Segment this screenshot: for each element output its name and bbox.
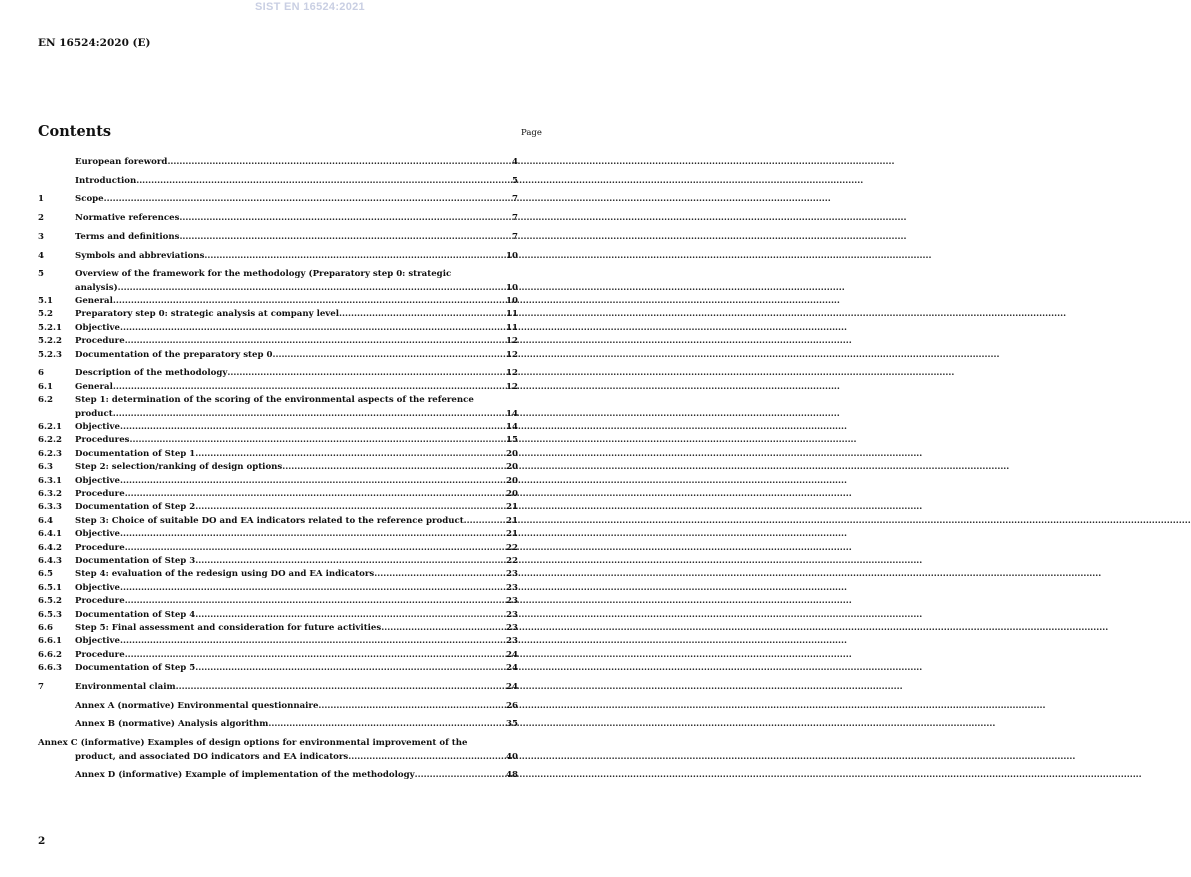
toc-entry[interactable] xyxy=(38,737,518,764)
toc-entry-page: 14 xyxy=(506,408,518,419)
toc-entry[interactable] xyxy=(38,212,518,225)
toc-entry-number: 1 xyxy=(38,194,44,205)
dot-leader xyxy=(176,681,506,694)
toc-entry-body xyxy=(75,718,518,731)
toc-entry-number: 2 xyxy=(38,213,44,224)
toc-entry-number: 5.2.3 xyxy=(38,349,62,360)
dot-leader xyxy=(125,542,506,555)
dot-leader xyxy=(120,528,506,541)
toc-entry-page: 48 xyxy=(506,770,518,781)
toc-entry-line xyxy=(75,681,518,694)
toc-entry-body xyxy=(75,322,518,335)
toc-entry-number: 6.2.2 xyxy=(38,435,62,446)
toc-entry-title: Procedure xyxy=(75,542,125,553)
toc-entry-number: 5 xyxy=(38,269,44,280)
toc-entry-title: product xyxy=(75,408,113,419)
toc-entry[interactable] xyxy=(38,528,518,541)
toc-entry-number: 6.5 xyxy=(38,569,53,580)
toc-entry-number xyxy=(38,769,75,782)
toc-entry[interactable] xyxy=(38,681,518,694)
toc-entry-title: Objective xyxy=(75,322,120,333)
toc-entry[interactable] xyxy=(38,231,518,244)
toc-entry-body xyxy=(75,434,518,447)
toc-entry[interactable] xyxy=(38,718,518,731)
toc-entry-page: 21 xyxy=(506,515,518,526)
dot-leader xyxy=(136,175,512,188)
toc-entry-title: Documentation of Step 2 xyxy=(75,502,196,513)
toc-entry-title: Introduction xyxy=(75,175,137,186)
dot-leader xyxy=(195,555,506,568)
dot-leader xyxy=(118,282,506,295)
toc-entry-line xyxy=(75,718,518,731)
toc-entry-body xyxy=(75,394,518,421)
toc-entry-page: 12 xyxy=(506,368,518,379)
dot-leader xyxy=(120,421,506,434)
toc-entry-page: 22 xyxy=(506,556,518,567)
toc-entry-title: Documentation of Step 1 xyxy=(75,448,196,459)
toc-entry-line xyxy=(75,568,518,581)
toc-entry-number xyxy=(38,700,75,713)
toc-entry[interactable] xyxy=(38,582,518,595)
toc-entry[interactable] xyxy=(38,649,518,662)
toc-entry[interactable] xyxy=(38,295,518,308)
toc-entry-line xyxy=(75,555,518,568)
toc-entry-body xyxy=(75,528,518,541)
toc-entry-title: Normative references xyxy=(75,213,180,224)
toc-entry-title: Documentation of Step 4 xyxy=(75,609,196,620)
dot-leader xyxy=(195,501,506,514)
toc-entry-body xyxy=(75,662,518,675)
toc-entry-title: Annex B (normative) Analysis algorithm xyxy=(75,719,269,730)
toc-entry-page: 24 xyxy=(506,649,518,660)
dot-leader xyxy=(204,250,506,263)
toc-entry-number: 5.1 xyxy=(38,296,53,307)
toc-entry-title: Objective xyxy=(75,636,120,647)
toc-entry-title: Procedure xyxy=(75,596,125,607)
toc-entry-line xyxy=(75,381,518,394)
toc-entry-page: 23 xyxy=(506,569,518,580)
toc-entry-number: 4 xyxy=(38,250,44,261)
dot-leader xyxy=(113,408,506,421)
toc-entry-body xyxy=(38,737,518,764)
toc-entry-number: 3 xyxy=(38,231,44,242)
toc-entry-body xyxy=(75,555,518,568)
toc-entry-title: Objective xyxy=(75,529,120,540)
toc-entry-title: Objective xyxy=(75,582,120,593)
toc-entry-title: Environmental claim xyxy=(75,682,176,692)
toc-entry[interactable] xyxy=(38,322,518,335)
toc-entry-line xyxy=(75,175,518,188)
toc-entry-body xyxy=(75,609,518,622)
toc-entry[interactable] xyxy=(38,662,518,675)
toc-entry-line xyxy=(75,582,518,595)
toc-entry-page: 10 xyxy=(506,250,518,261)
toc-entry-body xyxy=(75,515,518,528)
toc-entry[interactable] xyxy=(38,769,518,782)
toc-entry-page: 20 xyxy=(506,475,518,486)
toc-entry-page: 20 xyxy=(506,448,518,459)
dot-leader xyxy=(104,193,512,206)
toc-entry-title: Procedure xyxy=(75,649,125,660)
toc-entry-body xyxy=(75,250,518,263)
toc-entry[interactable] xyxy=(38,175,518,188)
toc-entry-body xyxy=(75,193,518,206)
toc-entry-page: 12 xyxy=(506,336,518,347)
toc-entry-body xyxy=(75,156,518,169)
toc-entry-number: 6.2 xyxy=(38,395,53,406)
toc-entry[interactable] xyxy=(38,700,518,713)
toc-entry-body xyxy=(75,212,518,225)
toc-entry[interactable] xyxy=(38,475,518,488)
toc-entry-number: 5.2.1 xyxy=(38,322,62,333)
toc-entry-number: 6.6.1 xyxy=(38,636,62,647)
dot-leader xyxy=(374,568,506,581)
toc-entry-line xyxy=(75,609,518,622)
toc-entry-page: 11 xyxy=(506,309,518,320)
toc-entry[interactable] xyxy=(38,622,518,635)
toc-entry-line xyxy=(75,542,518,555)
toc-entry-line xyxy=(75,448,518,461)
toc-entry-line xyxy=(75,212,518,225)
toc-entry-line xyxy=(75,156,518,169)
page-column-label: Page xyxy=(521,128,542,138)
dot-leader xyxy=(120,635,506,648)
toc-entry-body xyxy=(75,381,518,394)
toc-entry[interactable] xyxy=(38,421,518,434)
toc-entry-body xyxy=(75,769,518,782)
toc-entry-page: 4 xyxy=(512,157,518,167)
toc-entry-title: Objective xyxy=(75,421,120,432)
toc-entry-line xyxy=(75,367,518,380)
toc-entry-body xyxy=(75,488,518,501)
toc-entry-body xyxy=(75,461,518,474)
document-identifier: EN 16524:2020 (E) xyxy=(38,37,151,49)
toc-entry-page: 35 xyxy=(506,719,518,730)
toc-entry-line xyxy=(75,475,518,488)
toc-entry-title: General xyxy=(75,296,113,307)
toc-entry-title: Symbols and abbreviations xyxy=(75,250,205,261)
toc-entry-body xyxy=(75,635,518,648)
toc-entry-body xyxy=(75,501,518,514)
page-number: 2 xyxy=(38,835,46,847)
toc-entry-number xyxy=(38,718,75,731)
dot-leader xyxy=(130,434,507,447)
toc-entry-line xyxy=(75,408,518,421)
dot-leader xyxy=(125,649,506,662)
dot-leader xyxy=(195,609,506,622)
dot-leader xyxy=(179,231,512,244)
toc-entry-line xyxy=(75,421,518,434)
toc-entry-title-line1: Step 1: determination of the scoring of the environmental aspects of the reference xyxy=(75,395,474,406)
toc-entry-page: 24 xyxy=(506,663,518,674)
toc-entry-page: 23 xyxy=(506,636,518,647)
toc-entry-body xyxy=(75,349,518,362)
toc-entry-title: Step 3: Choice of suitable DO and EA indicators related to the reference product xyxy=(75,515,464,526)
toc-entry-number: 6.1 xyxy=(38,381,53,392)
toc-entry-body xyxy=(75,681,518,694)
toc-entry-page: 12 xyxy=(506,349,518,360)
toc-entry-number: 6.2.1 xyxy=(38,421,62,432)
toc-entry-title: European foreword xyxy=(75,157,168,167)
toc-entry-line xyxy=(75,515,518,528)
toc-entry-body xyxy=(75,448,518,461)
toc-entry-line xyxy=(75,349,518,362)
toc-entry-page: 14 xyxy=(506,421,518,432)
toc-entry[interactable] xyxy=(38,193,518,206)
dot-leader xyxy=(268,718,506,731)
toc-entry-line xyxy=(75,649,518,662)
dot-leader xyxy=(282,461,506,474)
toc-entry-line xyxy=(75,282,518,295)
toc-entry-title: Documentation of Step 3 xyxy=(75,556,196,567)
toc-entry[interactable] xyxy=(38,555,518,568)
toc-entry-number: 6.5.1 xyxy=(38,582,62,593)
toc-entry[interactable] xyxy=(38,434,518,447)
toc-entry-line xyxy=(75,295,518,308)
dot-leader xyxy=(272,349,506,362)
dot-leader xyxy=(120,475,506,488)
toc-entry-title: General xyxy=(75,381,113,392)
dot-leader xyxy=(318,700,506,713)
toc-entry-line xyxy=(75,434,518,447)
dot-leader xyxy=(179,212,512,225)
toc-entry-number: 6.5.2 xyxy=(38,596,62,607)
toc-entry-body xyxy=(75,582,518,595)
toc-entry-title: Terms and definitions xyxy=(75,231,180,242)
toc-entry-line xyxy=(75,501,518,514)
dot-leader xyxy=(113,381,506,394)
toc-entry-title: Procedures xyxy=(75,435,130,446)
dot-leader xyxy=(125,595,506,608)
dot-leader xyxy=(113,295,506,308)
toc-entry-title: Step 5: Final assessment and consideration for future activities xyxy=(75,623,382,634)
toc-entry-line xyxy=(75,250,518,263)
toc-entry-page: 15 xyxy=(506,435,518,446)
toc-entry[interactable] xyxy=(38,568,518,581)
toc-entry-body xyxy=(75,308,518,321)
toc-entry-page: 23 xyxy=(506,596,518,607)
toc-entry-line xyxy=(75,622,518,635)
dot-leader xyxy=(125,335,506,348)
toc-entry-number: 6.6 xyxy=(38,623,53,634)
toc-entry-page: 10 xyxy=(506,296,518,307)
dot-leader xyxy=(381,622,506,635)
toc-entry-body xyxy=(75,335,518,348)
toc-entry-body xyxy=(75,622,518,635)
toc-entry-page: 23 xyxy=(506,609,518,620)
toc-entry-number: 6.4.1 xyxy=(38,529,62,540)
toc-entry[interactable] xyxy=(38,488,518,501)
toc-entry-line xyxy=(75,528,518,541)
toc-entry-line xyxy=(75,769,518,782)
toc-entry-page: 22 xyxy=(506,542,518,553)
toc-entry-number: 6.6.2 xyxy=(38,649,62,660)
toc-entry-title: Procedure xyxy=(75,336,125,347)
toc-entry-number: 5.2 xyxy=(38,309,53,320)
toc-entry-line xyxy=(75,700,518,713)
toc-entry-page: 21 xyxy=(506,502,518,513)
toc-entry-page: 23 xyxy=(506,623,518,634)
toc-entry-page: 7 xyxy=(512,231,518,242)
toc-entry-page: 24 xyxy=(506,682,518,692)
toc-entry-number: 6.4 xyxy=(38,515,53,526)
toc-entry[interactable] xyxy=(38,461,518,474)
toc-entry[interactable] xyxy=(38,335,518,348)
toc-entry[interactable] xyxy=(38,394,518,421)
toc-entry-line xyxy=(75,335,518,348)
toc-entry-body xyxy=(75,367,518,380)
toc-entry-title: Procedure xyxy=(75,489,125,500)
toc-entry-number: 6.6.3 xyxy=(38,663,62,674)
toc-entry-number: 6.3.2 xyxy=(38,489,62,500)
toc-entry-title: analysis) xyxy=(75,282,118,293)
toc-entry-number: 5.2.2 xyxy=(38,336,62,347)
toc-entry[interactable] xyxy=(38,595,518,608)
dot-leader xyxy=(339,308,506,321)
toc-entry-page: 21 xyxy=(506,529,518,540)
toc-entry-body xyxy=(75,421,518,434)
toc-entry[interactable] xyxy=(38,349,518,362)
toc-entry[interactable] xyxy=(38,308,518,321)
dot-leader xyxy=(195,662,506,675)
toc-entry[interactable] xyxy=(38,381,518,394)
toc-entry-page: 7 xyxy=(512,213,518,224)
contents-heading: Contents xyxy=(38,123,112,140)
toc-entry-number: 6.4.2 xyxy=(38,542,62,553)
toc-entry-page: 20 xyxy=(506,462,518,473)
toc-entry-title: Scope xyxy=(75,194,104,205)
toc-entry[interactable] xyxy=(38,250,518,263)
toc-entry-body xyxy=(75,268,518,295)
toc-entry-title: Description of the methodology xyxy=(75,368,228,379)
toc-entry-number: 6.4.3 xyxy=(38,556,62,567)
dot-leader xyxy=(348,751,506,764)
toc-entry[interactable] xyxy=(38,367,518,380)
toc-entry-title-line1: Annex C (informative) Examples of design options for environmental improvement of the xyxy=(38,738,468,749)
toc-entry-title: Step 2: selection/ranking of design options xyxy=(75,462,283,473)
dot-leader xyxy=(167,156,512,169)
toc-entry-line xyxy=(75,308,518,321)
toc-entry-body xyxy=(75,231,518,244)
toc-entry[interactable] xyxy=(38,609,518,622)
toc-entry-page: 26 xyxy=(506,700,518,711)
toc-entry-body xyxy=(75,568,518,581)
toc-entry-line xyxy=(75,662,518,675)
toc-entry-number: 6.5.3 xyxy=(38,609,62,620)
toc-entry-body xyxy=(75,649,518,662)
toc-entry[interactable] xyxy=(38,268,518,295)
toc-entry-line xyxy=(75,461,518,474)
toc-entry-number xyxy=(38,156,75,169)
toc-entry-body xyxy=(75,175,518,188)
toc-entry[interactable] xyxy=(38,448,518,461)
toc-entry-title: Objective xyxy=(75,475,120,486)
toc-entry-page: 11 xyxy=(506,322,518,333)
dot-leader xyxy=(120,582,506,595)
toc-entry-page: 5 xyxy=(512,175,518,186)
toc-entry-body xyxy=(75,475,518,488)
toc-entry-page: 40 xyxy=(506,751,518,762)
dot-leader xyxy=(464,515,506,528)
toc-entry-title: Annex D (informative) Example of implementation of the methodology xyxy=(75,770,415,781)
toc-entry-line xyxy=(75,193,518,206)
toc-entry-number: 6.3.1 xyxy=(38,475,62,486)
toc-entry[interactable] xyxy=(38,635,518,648)
toc-entry-line xyxy=(75,322,518,335)
toc-entry-title-line1: Overview of the framework for the methodology (Preparatory step 0: strategic xyxy=(75,269,452,280)
toc-entry[interactable] xyxy=(38,501,518,514)
toc-entry-page: 10 xyxy=(506,282,518,293)
toc-entry-body xyxy=(75,700,518,713)
dot-leader xyxy=(227,367,506,380)
dot-leader xyxy=(120,322,506,335)
toc-entry-line xyxy=(38,751,518,764)
toc-entry-body xyxy=(75,542,518,555)
dot-leader xyxy=(195,448,506,461)
toc-entry-page: 7 xyxy=(512,194,518,205)
toc-entry-number xyxy=(38,175,75,188)
toc-entry-line xyxy=(75,231,518,244)
table-of-contents xyxy=(38,156,518,783)
toc-entry-page: 12 xyxy=(506,381,518,392)
toc-entry-title: product, and associated DO indicators and EA indicators xyxy=(75,751,349,762)
toc-entry-line xyxy=(75,635,518,648)
toc-entry[interactable] xyxy=(38,542,518,555)
toc-entry-page: 23 xyxy=(506,582,518,593)
toc-entry-line xyxy=(75,595,518,608)
watermark: SIST EN 16524:2021 xyxy=(255,1,365,13)
toc-entry-number: 6 xyxy=(38,368,44,379)
toc-entry[interactable] xyxy=(38,515,518,528)
toc-entry-body xyxy=(75,295,518,308)
toc-entry-body xyxy=(75,595,518,608)
toc-entry[interactable] xyxy=(38,156,518,169)
toc-entry-page: 20 xyxy=(506,489,518,500)
dot-leader xyxy=(125,488,506,501)
toc-entry-title: Documentation of the preparatory step 0 xyxy=(75,349,273,360)
toc-entry-number: 7 xyxy=(38,682,44,692)
toc-entry-title: Step 4: evaluation of the redesign using DO and EA indicators xyxy=(75,569,375,580)
toc-entry-number: 6.3 xyxy=(38,462,53,473)
toc-entry-number: 6.2.3 xyxy=(38,448,62,459)
toc-entry-title: Annex A (normative) Environmental questionnaire xyxy=(75,700,319,711)
toc-entry-title: Documentation of Step 5 xyxy=(75,663,196,674)
toc-entry-number: 6.3.3 xyxy=(38,502,62,513)
toc-entry-title: Preparatory step 0: strategic analysis at company level xyxy=(75,309,340,320)
toc-entry-line xyxy=(75,488,518,501)
dot-leader xyxy=(415,769,506,782)
